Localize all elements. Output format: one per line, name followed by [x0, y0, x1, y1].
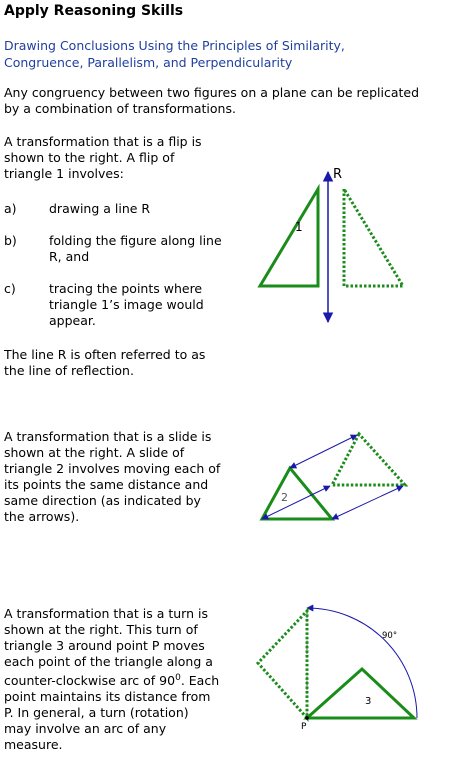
triangle-1 [260, 189, 318, 286]
slide-arrow [332, 486, 403, 519]
intro-line: by a combination of transformations. [4, 101, 236, 116]
slide-line: triangle 2 involves moving each of [4, 461, 221, 476]
degree-superscript: 0 [175, 673, 181, 683]
flip-line: triangle 1 involves: [4, 166, 124, 181]
slide-line: its points the same distance and [4, 477, 209, 492]
page-title: Apply Reasoning Skills [4, 3, 184, 19]
flip-step-line: appear. [49, 313, 96, 328]
flip-step-marker: c) [4, 281, 16, 296]
triangle-3-image [258, 611, 307, 718]
triangle-2-label: 2 [281, 491, 288, 504]
turn-line: point maintains its distance from [4, 689, 211, 705]
point-P-label: P [301, 722, 307, 732]
flip-step-marker: a) [4, 201, 17, 216]
turn-line: measure. [4, 737, 63, 753]
turn-line: each point of the triangle along a [4, 654, 213, 669]
turn-line: shown at the right. This turn of [4, 622, 198, 637]
triangle-2 [262, 468, 332, 519]
flip-note-line: the line of reflection. [4, 363, 134, 378]
slide-arrow [290, 435, 357, 468]
subtitle-line: Congruence, Parallelism, and Perpendicularity [4, 55, 293, 70]
turn-line: P. In general, a turn (rotation) [4, 705, 189, 721]
triangle-3-label: 3 [365, 696, 372, 707]
flip-step-line: R, and [49, 249, 90, 264]
turn-line-pre: counter-clockwise arc of 90 [4, 673, 176, 689]
slide-line: shown at the right. A slide of [4, 445, 185, 460]
intro-line: Any congruency between two figures on a plane can be replicated [4, 85, 420, 100]
flip-line: A transformation that is a flip is [4, 134, 202, 149]
line-R-label: R [333, 167, 343, 182]
turn-diagram [258, 608, 417, 720]
triangle-1-image [344, 189, 403, 286]
turn-line: triangle 3 around point P moves [4, 638, 205, 653]
flip-note-line: The line R is often referred to as [4, 347, 206, 362]
arc-angle-label: 90° [382, 631, 398, 641]
flip-step-marker: b) [4, 233, 17, 248]
flip-step-text: drawing a line R [49, 201, 151, 216]
flip-diagram [260, 172, 403, 322]
flip-step-line: folding the figure along line [49, 233, 222, 248]
slide-line: same direction (as indicated by [4, 493, 201, 508]
turn-line-post: . Each [180, 673, 220, 689]
flip-step-line: triangle 1’s image would [49, 297, 204, 312]
turn-line: A transformation that is a turn is [4, 606, 208, 621]
flip-line: shown to the right. A flip of [4, 150, 175, 165]
subtitle-line: Drawing Conclusions Using the Principles of Similarity, [4, 38, 345, 53]
slide-line: the arrows). [4, 509, 80, 524]
flip-step-line: tracing the points where [49, 281, 203, 296]
triangle-1-label: 1 [295, 220, 303, 234]
turn-line: may involve an arc of any [4, 721, 167, 737]
slide-line: A transformation that is a slide is [4, 429, 212, 444]
triangle-3 [307, 669, 414, 718]
slide-diagram [262, 434, 405, 519]
